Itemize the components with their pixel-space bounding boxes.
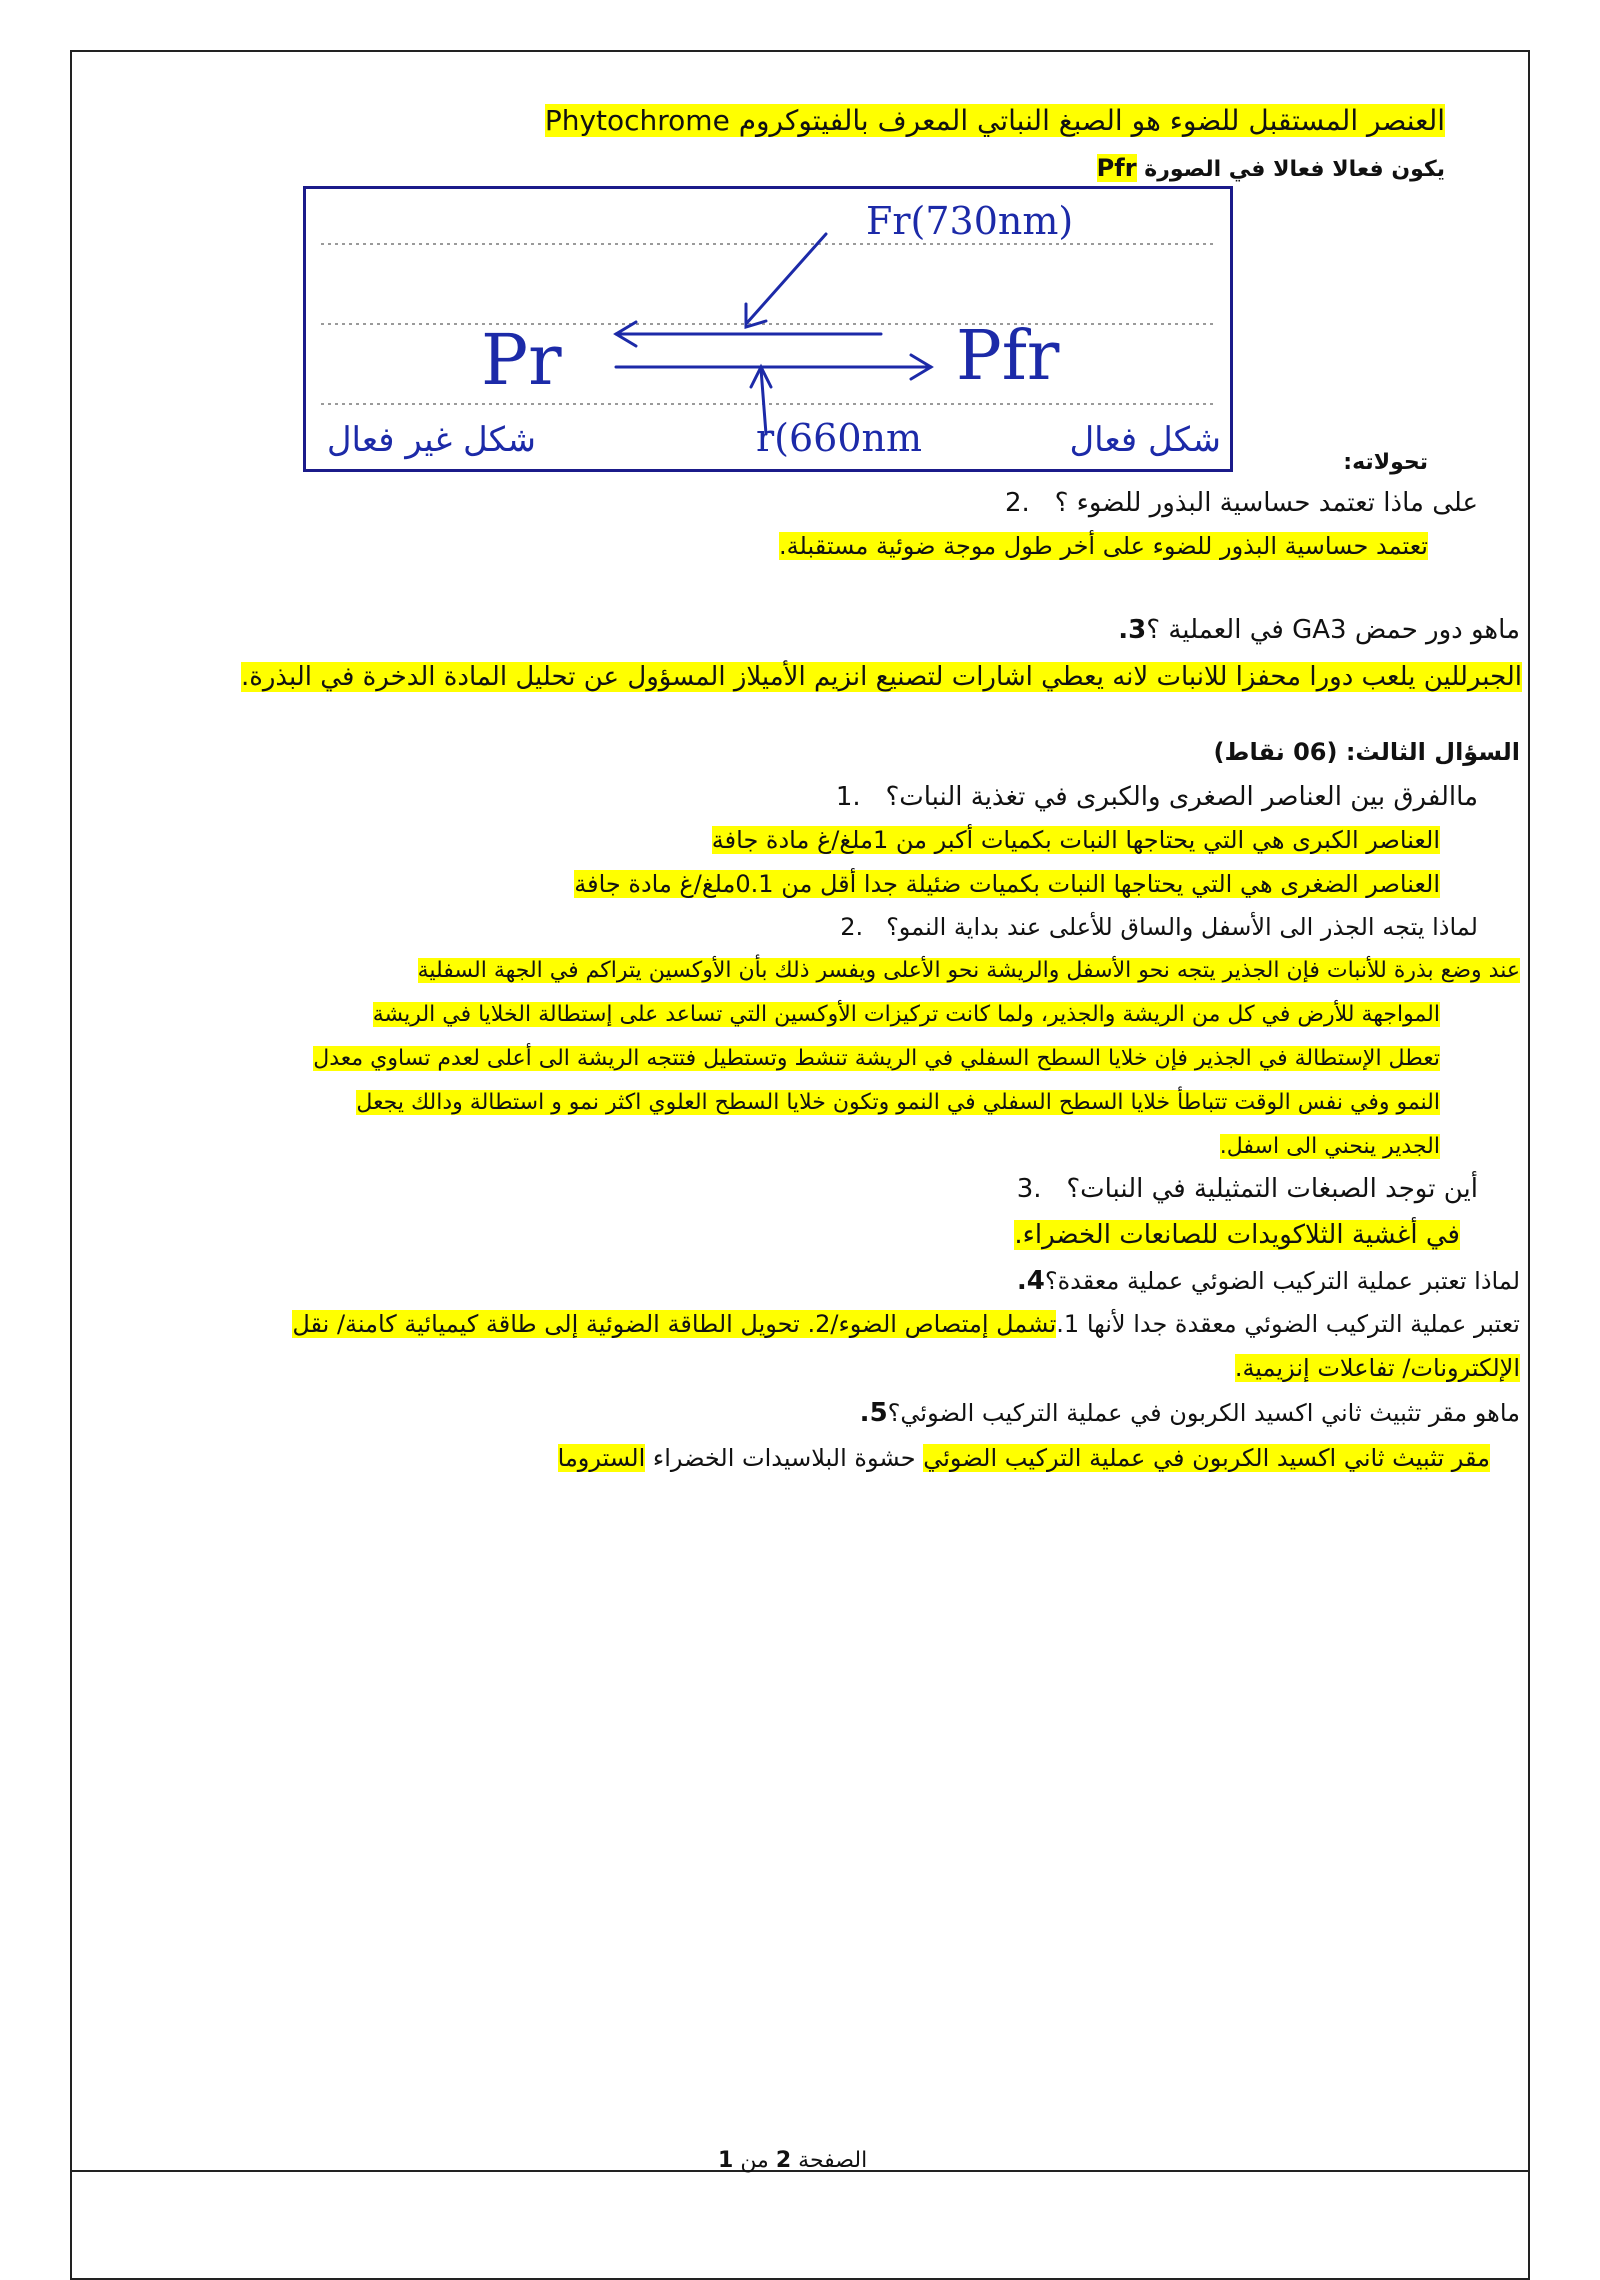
r-label: r(660nm xyxy=(756,416,923,460)
phytochrome-definition: العنصر المستقبل للضوء هو الصبغ النباتي المعرف بالفيتوكروم Phytochrome xyxy=(544,104,1445,137)
s3-answer-1-line-1: العناصر الكبرى هي التي يحتاجها النبات بكميات أكبر من 1ملغ/غ مادة جافة xyxy=(711,826,1440,854)
fr-label: Fr(730nm) xyxy=(866,199,1074,243)
pr-label: Pr xyxy=(481,319,562,401)
inactive-form-note: شكل غير فعال xyxy=(326,420,536,460)
s3-answer-4-line-1: تعتبر عملية التركيب الضوئي معقدة جدا لأنها 1.تشمل إمتصاص الضوء/2. تحويل الطاقة الضوئية إلى طاقة كيميائية كامنة/ نقل xyxy=(292,1310,1520,1338)
s3-question-2: لماذا يتجه الجذر الى الأسفل والساق للأعلى عند بداية النمو؟ .2 xyxy=(840,913,1478,941)
active-form-note: شكل فعال xyxy=(1069,420,1221,460)
s3-answer-2-line-4: النمو وفي نفس الوقت تتباطأ خلايا السطح السفلي في النمو وتكون خلايا السطح العلوي اكثر نمو و استطالة ودالك يجعل xyxy=(356,1090,1440,1115)
answer-3: الجبرللين يلعب دورا محفزا للانبات لانه يعطي اشارات لتصنيع انزيم الأميلاز المسؤول عن تحليل المادة الدخرة في البذرة. xyxy=(240,662,1522,692)
s3-answer-2-line-3: تعطل الإستطالة في الجذير فإن خلايا السطح السفلي في الريشة تنشط وتستطيل فتتجه الريشة الى أعلى لعدم تساوي معدل xyxy=(313,1046,1440,1071)
s3-answer-5: مقر تثبيث ثاني اكسيد الكربون في عملية التركيب الضوئي حشوة البلاسيدات الخضراء الستروما xyxy=(557,1444,1490,1472)
s3-answer-2-line-2: المواجهة للأرض في كل من الريشة والجذير، ولما كانت تركيزات الأوكسين التي تساعد على إستطالة الخلايا في الريشة xyxy=(372,1002,1440,1027)
page-number: الصفحة 2 من 1 xyxy=(718,2148,868,2173)
section-3-title: السؤال الثالث: (06 نقاط) xyxy=(1213,738,1520,766)
active-form-line: يكون فعالا فعالا في الصورة Pfr xyxy=(1096,154,1445,182)
pfr-label: Pfr xyxy=(956,317,1060,396)
transformations-label: تحولاته: xyxy=(1343,450,1428,475)
phytochrome-conversion-diagram xyxy=(303,186,1233,472)
s3-answer-2-line-5: الجدير ينحني الى اسفل. xyxy=(1219,1134,1440,1159)
s3-question-5: ماهو مقر تثبيث ثاني اكسيد الكربون في عملية التركيب الضوئي؟5. xyxy=(859,1398,1520,1428)
s3-answer-3: في أغشية الثلاكويدات للصانعات الخضراء. xyxy=(1014,1220,1460,1250)
question-3: ماهو دور حمض GA3 في العملية ؟3. xyxy=(1118,615,1520,645)
s3-answer-2-line-1: عند وضع بذرة للأنبات فإن الجذير يتجه نحو الأسفل والريشة نحو الأعلى ويفسر ذلك بأن الأوكسين يتراكم في الجهة السفلية xyxy=(417,958,1520,983)
s3-answer-1-line-2: العناصر الضغرى هي التي يحتاجها النبات بكميات ضئيلة جدا أقل من 0.1ملغ/غ مادة جافة xyxy=(574,870,1440,898)
s3-question-4: لماذا تعتبر عملية التركيب الضوئي عملية معقدة؟4. xyxy=(1016,1266,1520,1296)
s3-answer-4-line-2: الإلكترونات/ تفاعلات إنزيمية. xyxy=(1234,1354,1520,1382)
s3-question-1: ماالفرق بين العناصر الصغرى والكبرى في تغذية النبات؟ .1 xyxy=(835,782,1478,812)
question-2: على ماذا تعتمد حساسية البذور للضوء ؟ .2 xyxy=(1005,488,1478,518)
s3-question-3: أين توجد الصبغات التمثيلية في النبات؟ .3 xyxy=(1016,1174,1478,1204)
answer-2: تعتمد حساسية البذور للضوء على أخر طول موجة ضوئية مستقبلة. xyxy=(779,532,1428,560)
